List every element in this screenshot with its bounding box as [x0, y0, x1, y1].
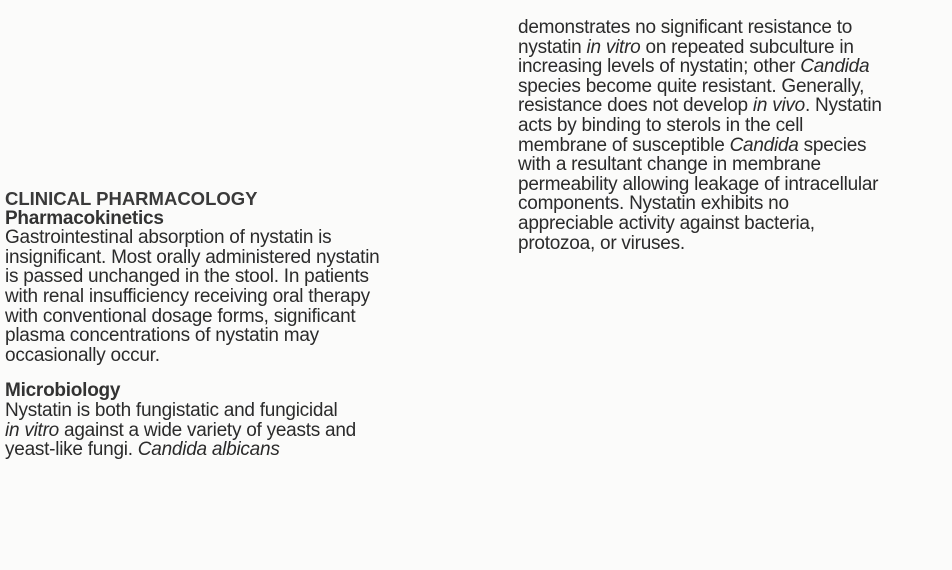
paragraph-line: permeability allowing leakage of intracellular	[518, 173, 879, 195]
paragraph-line	[518, 136, 948, 156]
italic-term: in vitro	[586, 36, 641, 58]
italic-term: in vitro	[5, 419, 59, 441]
microbiology-paragraph-continued	[518, 18, 948, 253]
paragraph-line: occasionally occur.	[5, 344, 160, 366]
italic-term: Candida	[800, 56, 870, 78]
paragraph-line	[518, 57, 948, 77]
line-text: increasing levels of nystatin; other	[518, 56, 801, 78]
paragraph-line: with conventional dosage forms, significant	[5, 305, 356, 327]
paragraph-line: with renal insufficiency receiving oral therapy	[5, 285, 370, 307]
left-column	[5, 189, 450, 460]
paragraph-line: acts by binding to sterols in the cell	[518, 114, 804, 136]
line-text: . Nystatin	[805, 95, 882, 117]
line-text: yeast-like fungi.	[5, 439, 138, 461]
paragraph-line: with a resultant change in membrane	[518, 154, 821, 176]
paragraph-line: protozoa, or viruses.	[518, 232, 685, 254]
microbiology-heading: Microbiology	[5, 380, 121, 402]
paragraph-line: demonstrates no significant resistance to	[518, 17, 853, 38]
paragraph-line: Nystatin is both fungistatic and fungicidal	[5, 399, 338, 421]
italic-term: Candida	[729, 134, 799, 156]
italic-term: Candida albicans	[137, 439, 280, 461]
line-text: against a wide variety of yeasts and	[58, 419, 357, 441]
paragraph-line: species become quite resistant. Generally,	[518, 75, 865, 97]
line-text: species	[798, 134, 867, 156]
right-column	[518, 18, 948, 253]
paragraph-line	[518, 96, 948, 116]
paragraph-line: Gastrointestinal absorption of nystatin is	[5, 227, 332, 249]
microbiology-paragraph	[5, 401, 450, 460]
line-text: membrane of susceptible	[518, 134, 730, 156]
line-text: on repeated subculture in	[640, 36, 854, 58]
pharmacokinetics-paragraph	[5, 228, 450, 365]
paragraph-line	[5, 421, 450, 441]
pharmacokinetics-heading: Pharmacokinetics	[5, 207, 164, 229]
paragraph-line: insignificant. Most orally administered nystatin	[5, 246, 380, 268]
paragraph-line: plasma concentrations of nystatin may	[5, 325, 319, 347]
line-text: nystatin	[518, 36, 587, 58]
line-text: resistance does not develop	[518, 95, 753, 117]
paragraph-line: components. Nystatin exhibits no	[518, 193, 789, 215]
paragraph-line	[518, 38, 948, 58]
paragraph-line: is passed unchanged in the stool. In patients	[5, 266, 369, 288]
paragraph-line: appreciable activity against bacteria,	[518, 212, 815, 234]
section-title: CLINICAL PHARMACOLOGY	[5, 188, 258, 209]
italic-term: in vivo	[752, 95, 805, 117]
paragraph-line	[5, 440, 450, 460]
